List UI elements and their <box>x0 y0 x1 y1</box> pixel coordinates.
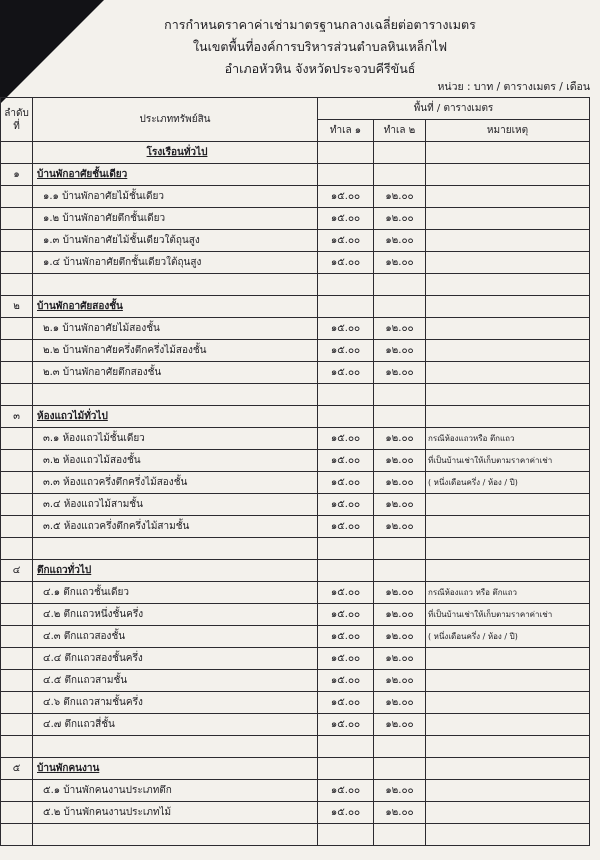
zone-2-value: ๑๒.๐๐ <box>374 252 426 274</box>
item-code: ๔.๕ <box>43 675 62 686</box>
item-name: ตึกแถวสี่ชั้น <box>64 719 115 730</box>
group-title <box>33 296 318 318</box>
note-cell <box>426 714 590 736</box>
item-cell <box>33 494 318 516</box>
item-name: ตึกแถวสามชั้น <box>64 675 128 686</box>
blank-zone-2-value <box>374 736 426 758</box>
row-number <box>1 472 33 494</box>
blank-zone-2-value <box>374 538 426 560</box>
blank-note-cell <box>426 274 590 296</box>
item-cell <box>33 340 318 362</box>
blank-item-cell <box>33 736 318 758</box>
zone-2-value <box>374 142 426 164</box>
zone-2-value: ๑๒.๐๐ <box>374 626 426 648</box>
zone-1-value <box>318 164 374 186</box>
blank-note-cell <box>426 384 590 406</box>
table-row <box>1 692 590 714</box>
row-number <box>1 780 33 802</box>
row-number <box>1 208 33 230</box>
table-row <box>1 604 590 626</box>
table-row <box>1 274 590 296</box>
item-code: ๒.๒ <box>43 345 60 356</box>
zone-1-value: ๑๕.๐๐ <box>318 626 374 648</box>
zone-1-value: ๑๕.๐๐ <box>318 428 374 450</box>
table-row <box>1 186 590 208</box>
table-row <box>1 340 590 362</box>
item-code: ๒.๓ <box>43 367 60 378</box>
section-title <box>33 142 318 164</box>
header-type: ประเภททรัพย์สิน <box>33 98 318 142</box>
blank-zone-1-value <box>318 274 374 296</box>
item-name: บ้านพักอาศัยไม้ชั้นเดียว <box>62 191 164 202</box>
item-code: ๓.๑ <box>43 433 60 444</box>
item-code: ๑.๓ <box>43 235 60 246</box>
item-cell <box>33 516 318 538</box>
zone-2-value: ๑๒.๐๐ <box>374 186 426 208</box>
section-title-text: โรงเรือนทั่วไป <box>146 147 208 158</box>
row-number <box>1 648 33 670</box>
row-number <box>1 142 33 164</box>
table-row <box>1 780 590 802</box>
note-cell <box>426 670 590 692</box>
zone-1-value: ๑๕.๐๐ <box>318 318 374 340</box>
zone-2-value: ๑๒.๐๐ <box>374 802 426 824</box>
item-name: ตึกแถวหนึ่งชั้นครึ่ง <box>63 609 144 620</box>
item-cell <box>33 186 318 208</box>
row-number <box>1 252 33 274</box>
zone-1-value <box>318 142 374 164</box>
table-row <box>1 758 590 780</box>
item-cell <box>33 802 318 824</box>
item-cell <box>33 318 318 340</box>
item-name: ตึกแถวสองชั้นครึ่ง <box>64 653 143 664</box>
zone-2-value: ๑๒.๐๐ <box>374 582 426 604</box>
zone-2-value <box>374 758 426 780</box>
zone-2-value: ๑๒.๐๐ <box>374 604 426 626</box>
item-code: ๓.๒ <box>43 455 60 466</box>
zone-2-value: ๑๒.๐๐ <box>374 450 426 472</box>
header-note: หมายเหตุ <box>426 120 590 142</box>
rent-rate-table <box>0 97 590 846</box>
document-title <box>120 14 520 80</box>
group-title <box>33 406 318 428</box>
table-row <box>1 296 590 318</box>
zone-2-value: ๑๒.๐๐ <box>374 516 426 538</box>
row-number <box>1 582 33 604</box>
blank-zone-1-value <box>318 384 374 406</box>
item-cell <box>33 604 318 626</box>
table-row <box>1 494 590 516</box>
zone-2-value: ๑๒.๐๐ <box>374 714 426 736</box>
zone-1-value <box>318 296 374 318</box>
item-name: ตึกแถวสามชั้นครึ่ง <box>63 697 143 708</box>
zone-2-value: ๑๒.๐๐ <box>374 780 426 802</box>
row-number <box>1 450 33 472</box>
header-no: ลำดับ ที่ <box>1 98 33 142</box>
zone-1-value: ๑๕.๐๐ <box>318 230 374 252</box>
group-title-text: บ้านพักอาศัยสองชั้น <box>37 301 123 312</box>
blank-row-number <box>1 274 33 296</box>
item-name: บ้านพักคนงานประเภทไม้ <box>63 807 172 818</box>
note-cell <box>426 648 590 670</box>
zone-2-value: ๑๒.๐๐ <box>374 648 426 670</box>
item-code: ๔.๔ <box>43 653 62 664</box>
item-code: ๔.๖ <box>43 697 61 708</box>
row-number <box>1 692 33 714</box>
title-line-3: อำเภอหัวหิน จังหวัดประจวบคีรีขันธ์ <box>224 61 416 76</box>
row-number <box>1 362 33 384</box>
zone-2-value: ๑๒.๐๐ <box>374 362 426 384</box>
item-name: บ้านพักอาศัยตึกชั้นเดียวใต้ถุนสูง <box>63 257 202 268</box>
item-name: ห้องแถวครึ่งตึกครึ่งไม้สามชั้น <box>63 521 190 532</box>
item-cell <box>33 648 318 670</box>
zone-2-value: ๑๒.๐๐ <box>374 494 426 516</box>
item-cell <box>33 230 318 252</box>
zone-1-value: ๑๕.๐๐ <box>318 208 374 230</box>
group-title <box>33 164 318 186</box>
blank-note-cell <box>426 736 590 758</box>
item-code: ๓.๕ <box>43 521 61 532</box>
table-row <box>1 406 590 428</box>
header-zone-2: ทำเล ๒ <box>374 120 426 142</box>
zone-1-value: ๑๕.๐๐ <box>318 648 374 670</box>
zone-2-value <box>374 164 426 186</box>
zone-1-value <box>318 406 374 428</box>
table-row <box>1 252 590 274</box>
zone-1-value: ๑๕.๐๐ <box>318 362 374 384</box>
table-row <box>1 582 590 604</box>
zone-2-value: ๑๒.๐๐ <box>374 472 426 494</box>
table-row <box>1 538 590 560</box>
row-number <box>1 714 33 736</box>
zone-2-value: ๑๒.๐๐ <box>374 340 426 362</box>
group-title-text: บ้านพักคนงาน <box>37 763 100 774</box>
item-cell <box>33 626 318 648</box>
blank-note-cell <box>426 824 590 846</box>
group-title <box>33 560 318 582</box>
zone-1-value: ๑๕.๐๐ <box>318 494 374 516</box>
note-cell <box>426 802 590 824</box>
note-cell <box>426 318 590 340</box>
note-cell <box>426 340 590 362</box>
item-code: ๑.๑ <box>43 191 59 202</box>
item-name: บ้านพักอาศัยตึกชั้นเดียว <box>62 213 166 224</box>
zone-2-value: ๑๒.๐๐ <box>374 670 426 692</box>
group-number: ๒ <box>1 296 33 318</box>
zone-2-value: ๑๒.๐๐ <box>374 428 426 450</box>
row-number <box>1 428 33 450</box>
item-code: ๕.๑ <box>43 785 61 796</box>
row-number <box>1 604 33 626</box>
note-cell <box>426 252 590 274</box>
zone-1-value: ๑๕.๐๐ <box>318 670 374 692</box>
table-row <box>1 450 590 472</box>
group-number: ๕ <box>1 758 33 780</box>
table-row <box>1 736 590 758</box>
item-name: ห้องแถวครึ่งตึกครึ่งไม้สองชั้น <box>63 477 188 488</box>
title-line-1: การกำหนดราคาค่าเช่ามาตรฐานกลางเฉลี่ยต่อตารางเมตร <box>164 17 476 32</box>
item-name: ตึกแถวสองชั้น <box>63 631 126 642</box>
group-title-text: บ้านพักอาศัยชั้นเดียว <box>37 169 128 180</box>
table-row <box>1 714 590 736</box>
table-row <box>1 824 590 846</box>
item-name: ห้องแถวไม้ชั้นเดียว <box>62 433 145 444</box>
item-code: ๔.๒ <box>43 609 61 620</box>
blank-item-cell <box>33 384 318 406</box>
table-row <box>1 472 590 494</box>
group-title <box>33 758 318 780</box>
unit-label: หน่วย : บาท / ตารางเมตร / เดือน <box>437 81 590 93</box>
table-row <box>1 208 590 230</box>
row-number <box>1 802 33 824</box>
row-number <box>1 230 33 252</box>
item-cell <box>33 714 318 736</box>
blank-row-number <box>1 384 33 406</box>
table-row <box>1 670 590 692</box>
row-number <box>1 626 33 648</box>
note-cell <box>426 516 590 538</box>
zone-2-value <box>374 560 426 582</box>
note-cell <box>426 560 590 582</box>
item-code: ๒.๑ <box>43 323 60 334</box>
table-row <box>1 362 590 384</box>
note-cell <box>426 296 590 318</box>
note-cell: กรณีห้องแถวหรือ ตึกแถว <box>426 428 590 450</box>
table-body <box>1 142 590 846</box>
zone-1-value <box>318 758 374 780</box>
item-cell <box>33 670 318 692</box>
row-number <box>1 318 33 340</box>
table-row <box>1 802 590 824</box>
note-cell <box>426 230 590 252</box>
blank-item-cell <box>33 538 318 560</box>
note-cell: กรณีห้องแถว หรือ ตึกแถว <box>426 582 590 604</box>
row-number <box>1 670 33 692</box>
zone-1-value <box>318 560 374 582</box>
group-number: ๑ <box>1 164 33 186</box>
blank-zone-1-value <box>318 736 374 758</box>
blank-zone-2-value <box>374 384 426 406</box>
item-code: ๓.๔ <box>43 499 61 510</box>
note-cell <box>426 758 590 780</box>
header-zone-1: ทำเล ๑ <box>318 120 374 142</box>
note-cell: ( หนึ่งเดือนครึ่ง / ห้อง / ปี) <box>426 626 590 648</box>
table-row <box>1 648 590 670</box>
blank-row-number <box>1 824 33 846</box>
item-name: ห้องแถวไม้สามชั้น <box>63 499 143 510</box>
blank-note-cell <box>426 538 590 560</box>
item-cell <box>33 450 318 472</box>
table-row <box>1 318 590 340</box>
item-code: ๔.๑ <box>43 587 61 598</box>
group-title-text: ตึกแถวทั่วไป <box>37 565 92 576</box>
table-row <box>1 428 590 450</box>
blank-zone-1-value <box>318 824 374 846</box>
zone-2-value <box>374 296 426 318</box>
row-number <box>1 340 33 362</box>
item-cell <box>33 208 318 230</box>
zone-1-value: ๑๕.๐๐ <box>318 516 374 538</box>
blank-zone-1-value <box>318 538 374 560</box>
table-row <box>1 384 590 406</box>
zone-1-value: ๑๕.๐๐ <box>318 604 374 626</box>
table-row <box>1 164 590 186</box>
zone-1-value: ๑๕.๐๐ <box>318 780 374 802</box>
blank-zone-2-value <box>374 824 426 846</box>
note-cell: ที่เป็นบ้านเช่าให้เก็บตามราคาค่าเช่า <box>426 604 590 626</box>
item-cell <box>33 362 318 384</box>
zone-1-value: ๑๕.๐๐ <box>318 692 374 714</box>
note-cell: ( หนึ่งเดือนครึ่ง / ห้อง / ปี) <box>426 472 590 494</box>
blank-row-number <box>1 736 33 758</box>
group-title-text: ห้องแถวไม้ทั่วไป <box>37 411 108 422</box>
zone-2-value: ๑๒.๐๐ <box>374 230 426 252</box>
group-number: ๔ <box>1 560 33 582</box>
note-cell <box>426 164 590 186</box>
item-code: ๑.๔ <box>43 257 61 268</box>
note-cell <box>426 142 590 164</box>
row-number <box>1 516 33 538</box>
row-number <box>1 186 33 208</box>
title-line-2: ในเขตพื้นที่องค์การบริหารส่วนตำบลหินเหล็กไฟ <box>192 39 448 54</box>
note-cell <box>426 362 590 384</box>
item-cell <box>33 252 318 274</box>
blank-item-cell <box>33 274 318 296</box>
item-code: ๑.๒ <box>43 213 60 224</box>
note-cell <box>426 208 590 230</box>
item-name: ตึกแถวชั้นเดียว <box>63 587 129 598</box>
item-name: บ้านพักอาศัยไม้สองชั้น <box>62 323 160 334</box>
item-name: บ้านพักคนงานประเภทตึก <box>63 785 172 796</box>
zone-1-value: ๑๕.๐๐ <box>318 186 374 208</box>
zone-1-value: ๑๕.๐๐ <box>318 340 374 362</box>
item-code: ๔.๗ <box>43 719 62 730</box>
zone-1-value: ๑๕.๐๐ <box>318 450 374 472</box>
table-row <box>1 560 590 582</box>
item-name: บ้านพักอาศัยไม้ชั้นเดียวใต้ถุนสูง <box>62 235 200 246</box>
table-row <box>1 516 590 538</box>
zone-2-value: ๑๒.๐๐ <box>374 692 426 714</box>
zone-2-value <box>374 406 426 428</box>
zone-1-value: ๑๕.๐๐ <box>318 802 374 824</box>
row-number <box>1 494 33 516</box>
item-name: ห้องแถวไม้สองชั้น <box>62 455 141 466</box>
note-cell <box>426 186 590 208</box>
note-cell: ที่เป็นบ้านเช่าให้เก็บตามราคาค่าเช่า <box>426 450 590 472</box>
table-row <box>1 626 590 648</box>
note-cell <box>426 494 590 516</box>
scan-dark-corner <box>0 0 104 104</box>
note-cell <box>426 406 590 428</box>
item-code: ๓.๓ <box>43 477 60 488</box>
header-area: พื้นที่ / ตารางเมตร <box>318 98 590 120</box>
item-cell <box>33 692 318 714</box>
group-number: ๓ <box>1 406 33 428</box>
table-row <box>1 230 590 252</box>
item-cell <box>33 472 318 494</box>
item-cell <box>33 780 318 802</box>
blank-row-number <box>1 538 33 560</box>
zone-1-value: ๑๕.๐๐ <box>318 472 374 494</box>
item-cell <box>33 428 318 450</box>
item-name: บ้านพักอาศัยตึกสองชั้น <box>62 367 162 378</box>
item-cell <box>33 582 318 604</box>
zone-1-value: ๑๕.๐๐ <box>318 582 374 604</box>
item-code: ๕.๒ <box>43 807 61 818</box>
note-cell <box>426 780 590 802</box>
blank-zone-2-value <box>374 274 426 296</box>
note-cell <box>426 692 590 714</box>
table-row <box>1 142 590 164</box>
zone-2-value: ๑๒.๐๐ <box>374 208 426 230</box>
zone-1-value: ๑๕.๐๐ <box>318 252 374 274</box>
blank-item-cell <box>33 824 318 846</box>
item-name: บ้านพักอาศัยครึ่งตึกครึ่งไม้สองชั้น <box>62 345 207 356</box>
item-code: ๔.๓ <box>43 631 61 642</box>
zone-1-value: ๑๕.๐๐ <box>318 714 374 736</box>
zone-2-value: ๑๒.๐๐ <box>374 318 426 340</box>
